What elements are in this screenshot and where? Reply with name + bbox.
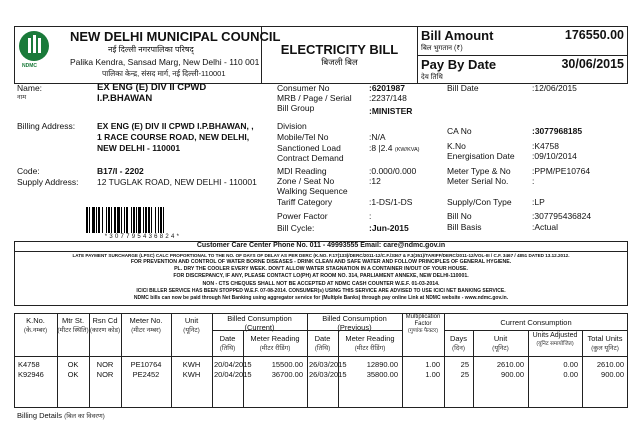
th-unit: Unit (यूनिट): [183, 316, 200, 334]
consumer-no-label: Consumer No: [277, 83, 330, 93]
table-cell-cdate: 20/04/2015: [214, 360, 252, 369]
th-previous-reading: Meter Reading (मीटर रीडिंग): [345, 334, 395, 352]
walking-label: Walking Sequence: [277, 186, 348, 196]
billing-address-2: 1 RACE COURSE ROAD, NEW DELHI,: [97, 132, 250, 142]
th-kno: K.No. (के.नम्बर): [23, 316, 48, 334]
meter-type-label: Meter Type & No: [447, 166, 511, 176]
th-previous-date: Date (तिथि): [314, 334, 331, 352]
supply-type-value: :LP: [532, 197, 545, 207]
supply-address-value: 12 TUGLAK ROAD, NEW DELHI - 110001: [97, 177, 257, 187]
table-cell-unit: KWH: [182, 370, 201, 379]
notice-line-7: NDMC bills can now be paid through Net Banking using aggregator service for (Multiple Banks) through pay online Link at NDMC website - www.ndmc.gov.in.: [133, 295, 509, 301]
table-cell-meter: PE10764: [130, 360, 162, 369]
th-multiplication: Multiplication Factor (गुणांक फैक्टर): [405, 314, 441, 334]
bill-basis-value: :Actual: [532, 222, 558, 232]
energisation-label: Energisation Date: [447, 151, 515, 161]
bill-title: ELECTRICITY BILL: [280, 42, 399, 57]
mdi-value: :0.000/0.000: [369, 166, 417, 176]
ndmc-logo: [19, 31, 49, 61]
bill-basis-label: Bill Basis: [447, 222, 482, 232]
barcode-icon: [86, 207, 198, 233]
table-cell-kno: K4758: [18, 360, 40, 369]
table-cell-preading: 12890.00: [366, 360, 398, 369]
mrb-label: MRB / Page / Serial: [277, 93, 352, 103]
table-cell-creading: 36700.00: [271, 370, 303, 379]
division-label: Division: [277, 121, 307, 131]
tariff-value: :1-DS/1-DS: [369, 197, 413, 207]
pay-by-date: 30/06/2015: [561, 57, 624, 71]
table-cell-kno: K92946: [18, 370, 44, 379]
th-rsn-cd: Rsn Cd (कारण कोड): [89, 316, 121, 334]
kno-label: K.No: [447, 141, 466, 151]
meter-type-value: :PPM/PE10764: [532, 166, 591, 176]
th-total-units: Total Units (कुल यूनिट): [587, 334, 623, 352]
pay-by-label-hindi: देय तिथि: [421, 74, 443, 81]
ca-value: :3077968185: [532, 126, 583, 136]
table-cell-total: 2610.00: [596, 360, 624, 369]
bill-cycle-value: :Jun-2015: [369, 223, 409, 233]
mrb-value: :2237/148: [369, 93, 407, 103]
table-cell-days: 25: [460, 370, 469, 379]
table-cell-meter: PE2452: [132, 370, 160, 379]
zone-value: :12: [369, 176, 381, 186]
sanctioned-label: Sanctioned Load: [277, 143, 341, 153]
mobile-value: :N/A: [369, 132, 386, 142]
table-cell-cdate: 20/04/2015: [214, 370, 252, 379]
contract-label: Contract Demand: [277, 153, 344, 163]
bill-title-hindi: बिजली बिल: [321, 57, 358, 67]
billing-address-1: EX ENG (E) DIV II CPWD I.P.BHAWAN, ,: [97, 121, 254, 131]
supply-address-label: Supply Address:: [17, 177, 79, 187]
power-factor-label: Power Factor: [277, 211, 328, 221]
bill-group-value: :MINISTER: [369, 106, 413, 116]
table-cell-preading: 35800.00: [366, 370, 398, 379]
meter-serial-label: Meter Serial No.: [447, 176, 509, 186]
org-address-hindi: पालिका केन्द्र, संसद मार्ग, नई दिल्ली-110001: [102, 69, 226, 78]
th-current-date: Date (तिथि): [219, 334, 236, 352]
table-cell-units: 2610.00: [496, 360, 524, 369]
barcode-text: * 3 0 7 7 9 5 4 3 6 8 2 4 *: [104, 234, 180, 240]
energisation-value: :09/10/2014: [532, 151, 577, 161]
meter-serial-value: :: [532, 176, 535, 186]
th-mtr-st: Mtr St. (मीटर स्थिति): [57, 316, 89, 334]
customer-care-line: Customer Care Center Phone No. 011 - 49993555 Email: care@ndmc.gov.in: [196, 242, 446, 249]
table-cell-adj: 0.00: [563, 360, 578, 369]
table-cell-mtr: OK: [67, 370, 79, 379]
th-current-reading: Meter Reading (मीटर रीडिंग): [250, 334, 300, 352]
power-factor-value: :: [369, 211, 372, 221]
consumer-name-2: I.P.BHAWAN: [97, 93, 153, 104]
billing-details-heading: Billing Details (बिल का विवरण): [17, 411, 105, 420]
code-label: Code:: [17, 166, 40, 176]
mobile-label: Mobile/Tel No: [277, 132, 329, 142]
consumer-no-value: :6201987: [369, 83, 405, 93]
bill-no-value: :307795436824: [532, 211, 592, 221]
th-days: Days (दिन): [449, 334, 468, 352]
consumer-name-1: EX ENG (E) DIV II CPWD: [97, 82, 207, 93]
notice-line-2: FOR PREVENTION AND CONTROL OF WATER BORNE DISEASES - DRINK CLEAN AND SAFE WATER AND FOLLOW PRINCIPLES OF GENERAL HYGIENE.: [130, 259, 512, 265]
th-units-adjusted: Units Adjusted (यूनिट समायोजित): [532, 332, 578, 347]
sanctioned-load: :8 |2.4: [369, 143, 393, 153]
table-cell-pdate: 26/03/2015: [309, 370, 347, 379]
notice-line-3: PL. DRY THE COOLER EVERY WEEK. DON'T ALLOW WATER STAGNATION IN A CONTAINER IN/OUT OF YOUR HOUSE.: [174, 266, 468, 272]
table-cell-creading: 15500.00: [271, 360, 303, 369]
notice-line-5: NON - CTS CHEQUES SHALL NOT BE ACCEPTED AT NDMC CASH COUNTER W.E.F. 01-03-2014.: [202, 281, 440, 287]
notice-line-4: FOR DISCREPANCY, IF ANY, PLEASE CONTACT LO(PH) AT ROOM NO. 314, PARLIAMENT ANNEXE, NEW DELHI-110001.: [173, 273, 469, 279]
table-cell-adj: 0.00: [563, 370, 578, 379]
th-current-consumption: Current Consumption: [500, 318, 572, 327]
bill-date-value: :12/06/2015: [532, 83, 577, 93]
billing-address-label: Billing Address:: [17, 121, 76, 131]
tariff-label: Tariff Category: [277, 197, 333, 207]
bill-amount-label: Bill Amount: [421, 28, 494, 43]
th-meter-no: Meter No. (मीटर नम्बर): [129, 316, 163, 334]
th-billed-previous: Billed Consumption (Previous): [322, 314, 387, 332]
pay-by-label: Pay By Date: [421, 57, 497, 72]
table-cell-days: 25: [460, 360, 469, 369]
notice-line-6: ICICI BILLER SERVICE HAS BEEN STOPPED W.E.F. 07-08-2014. CONSUMER(s) USING THIS SERVICE ARE ADVISED TO USE ICICI NET BANKING SERVICE.: [136, 288, 506, 294]
bill-amount-value: 176550.00: [564, 28, 624, 42]
table-cell-mult: 1.00: [425, 360, 440, 369]
th-units: Unit (यूनिट): [492, 334, 509, 352]
table-cell-pdate: 26/03/2015: [309, 360, 347, 369]
ndmc-logo-icon: [19, 31, 49, 61]
sanctioned-unit: (KW/KVA): [394, 147, 420, 153]
bill-no-label: Bill No: [447, 211, 472, 221]
org-name: NEW DELHI MUNICIPAL COUNCIL: [70, 29, 281, 44]
mdi-label: MDI Reading: [277, 166, 327, 176]
logo-text: NDMC: [22, 63, 37, 69]
notice-line-1: LATE PAYMENT SURCHARGE (LPSC) CALC PROPORTIONAL TO THE NO. OF DAYS OF DELAY AS PER DERC (K.NO. F.17(133)/DERC/2011-12/C.F./3367 & F.3(351)/TARIFF/DERC/2011-12/VOL-III / C.F. 3467 / 4851 DATED 13.12.2012.: [72, 253, 570, 258]
bill-amount-label-hindi: बिल भुगतान (₹): [421, 45, 463, 52]
bill-group-label: Bill Group: [277, 103, 315, 113]
name-label-hindi: नाम: [17, 94, 27, 101]
billing-address-3: NEW DELHI - 110001: [97, 143, 181, 153]
bill-cycle-label: Bill Cycle:: [277, 223, 315, 233]
code-value: B17/I - 2202: [97, 166, 144, 176]
sanctioned-value: [369, 143, 420, 155]
barcode: [86, 207, 198, 233]
kno-value: :K4758: [532, 141, 559, 151]
zone-label: Zone / Seat No: [277, 176, 335, 186]
bill-date-label: Bill Date: [447, 83, 479, 93]
table-cell-unit: KWH: [182, 360, 201, 369]
table-cell-mult: 1.00: [425, 370, 440, 379]
org-address: Palika Kendra, Sansad Marg, New Delhi - 110 001: [70, 57, 260, 67]
org-name-hindi: नई दिल्ली नगरपालिका परिषद्: [108, 45, 194, 54]
th-billed-current: Billed Consumption (Current): [227, 314, 292, 332]
table-cell-rsn: NOR: [96, 360, 114, 369]
ca-label: CA No: [447, 126, 472, 136]
table-cell-mtr: OK: [67, 360, 79, 369]
table-cell-units: 900.00: [501, 370, 524, 379]
name-label: Name:: [17, 83, 43, 93]
table-cell-rsn: NOR: [96, 370, 114, 379]
supply-type-label: Supply/Con Type: [447, 197, 512, 207]
table-cell-total: 900.00: [601, 370, 624, 379]
